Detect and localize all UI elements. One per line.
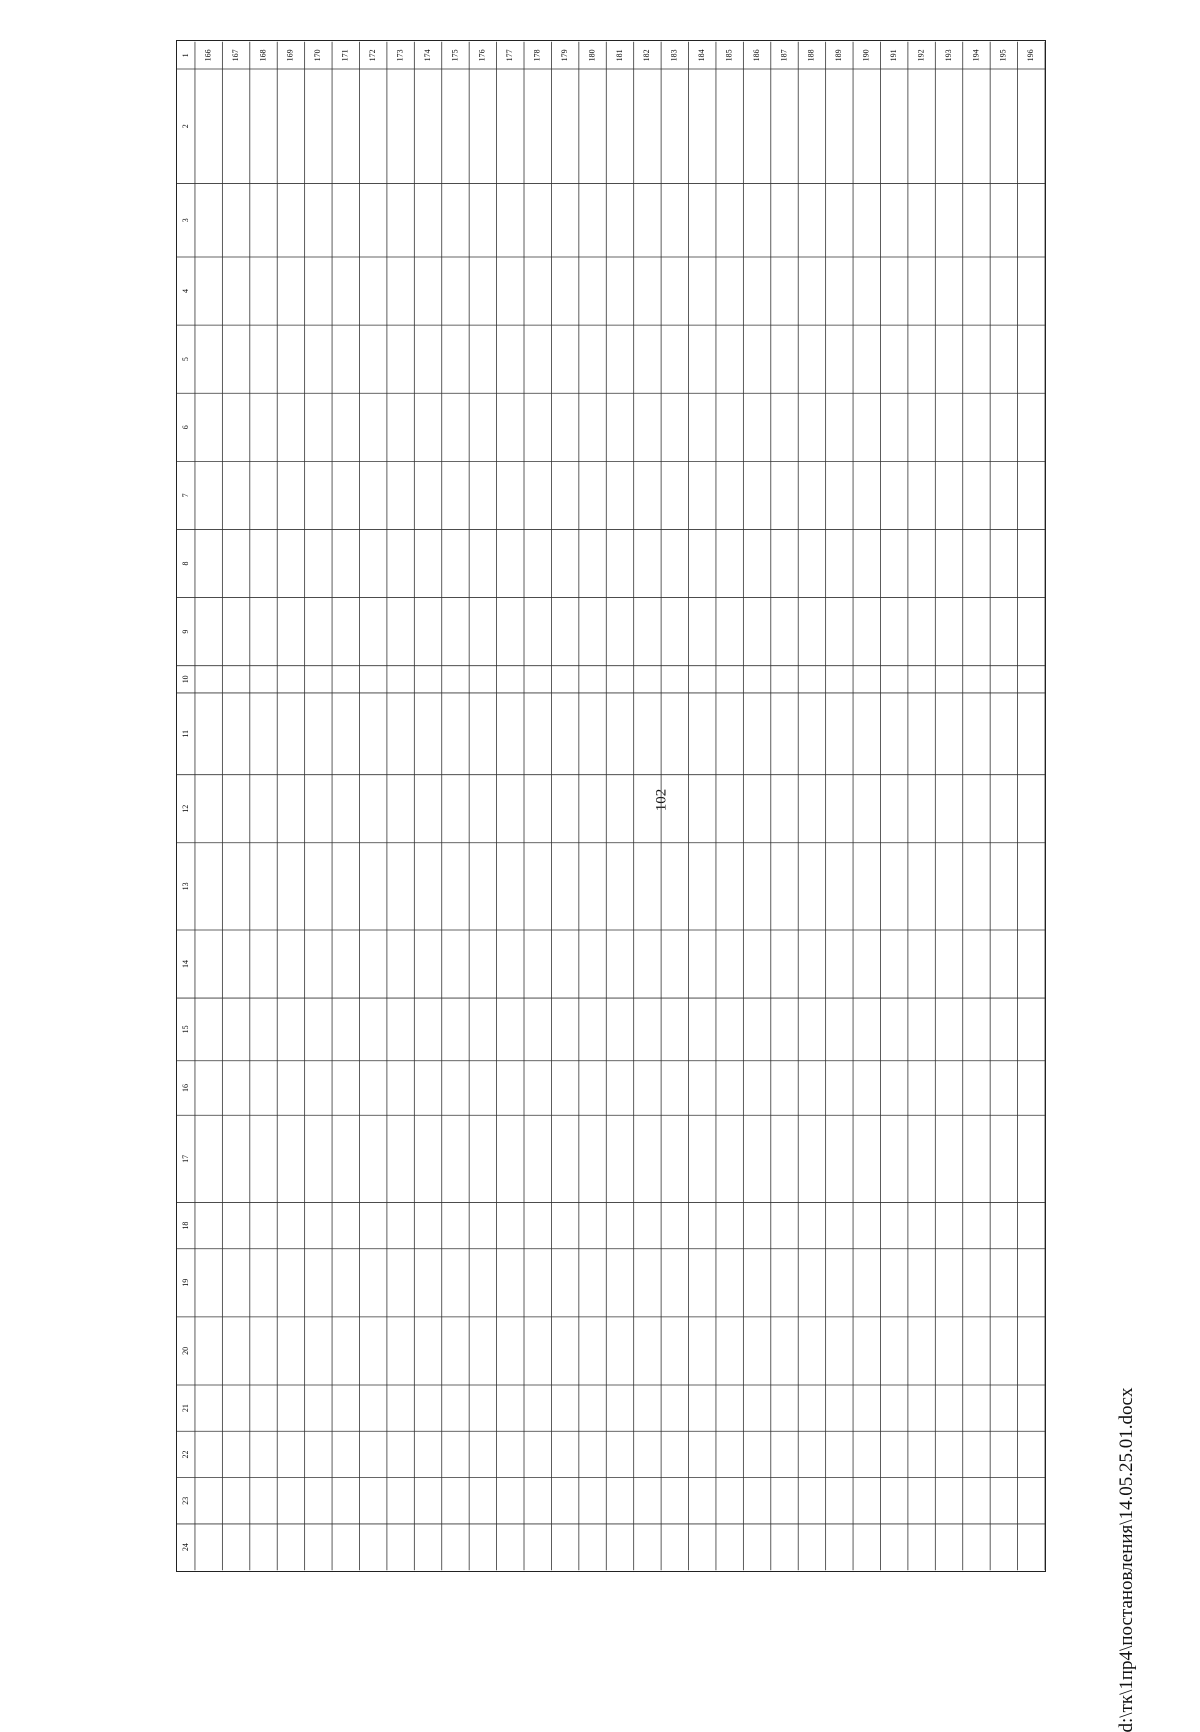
- column-header-number: 17: [180, 1154, 190, 1163]
- column-header-number: 4: [180, 289, 190, 294]
- row-number: 180: [587, 49, 597, 62]
- column-header-number: 24: [180, 1543, 190, 1552]
- row-number: 176: [477, 49, 487, 62]
- row-number: 190: [861, 49, 871, 62]
- table-grid: [177, 41, 1045, 1571]
- column-header-number: 11: [180, 729, 190, 738]
- column-header-number: 18: [180, 1221, 190, 1230]
- column-header-number: 8: [180, 561, 190, 566]
- column-header-number: 22: [180, 1450, 190, 1459]
- column-header-number: 21: [180, 1404, 190, 1413]
- row-number: 184: [697, 49, 707, 62]
- row-number: 186: [751, 49, 761, 62]
- row-number: 194: [971, 49, 981, 62]
- row-number: 182: [642, 49, 652, 62]
- column-header-number: 2: [180, 124, 190, 129]
- row-number: 195: [998, 49, 1008, 62]
- row-number: 167: [230, 49, 240, 62]
- column-header-number: 19: [180, 1278, 190, 1287]
- row-number: 188: [806, 49, 816, 62]
- column-header-number: 9: [180, 629, 190, 634]
- row-number: 191: [889, 49, 899, 62]
- column-header-number: 16: [180, 1084, 190, 1092]
- page-number: 102: [653, 788, 670, 812]
- row-number: 177: [505, 49, 515, 62]
- column-header-number: 10: [180, 675, 190, 684]
- row-number: 166: [203, 49, 213, 62]
- row-number: 179: [559, 49, 569, 62]
- row-number: 173: [395, 49, 405, 62]
- row-number: 196: [1026, 49, 1036, 62]
- row-number: 170: [313, 49, 323, 62]
- column-header-number: 12: [180, 804, 190, 813]
- column-header-number: 7: [180, 493, 190, 498]
- row-number: 171: [340, 49, 350, 62]
- row-number: 193: [943, 49, 953, 62]
- data-table: [176, 40, 1046, 1572]
- column-header-number: 15: [180, 1025, 190, 1034]
- column-header-number: 1: [180, 53, 190, 58]
- row-number: 189: [834, 49, 844, 62]
- row-number: 175: [450, 49, 460, 62]
- column-header-number: 14: [180, 960, 190, 969]
- column-header-number: 3: [180, 218, 190, 223]
- row-number: 168: [258, 49, 268, 62]
- row-number: 187: [779, 49, 789, 62]
- column-header-number: 6: [180, 425, 190, 430]
- row-number: 172: [368, 49, 378, 62]
- row-number: 181: [614, 49, 624, 62]
- footer-file-path: d:\тк\1пр4\постановления\14.05.25.01.docx: [1116, 1387, 1137, 1732]
- row-number: 185: [724, 49, 734, 62]
- column-header-number: 23: [180, 1496, 190, 1505]
- column-header-number: 5: [180, 357, 190, 362]
- row-number: 183: [669, 49, 679, 62]
- row-number: 192: [916, 49, 926, 62]
- row-number: 178: [532, 49, 542, 62]
- column-header-number: 20: [180, 1346, 190, 1355]
- column-header-number: 13: [180, 882, 190, 891]
- row-number: 169: [285, 49, 295, 62]
- row-number: 174: [422, 49, 432, 62]
